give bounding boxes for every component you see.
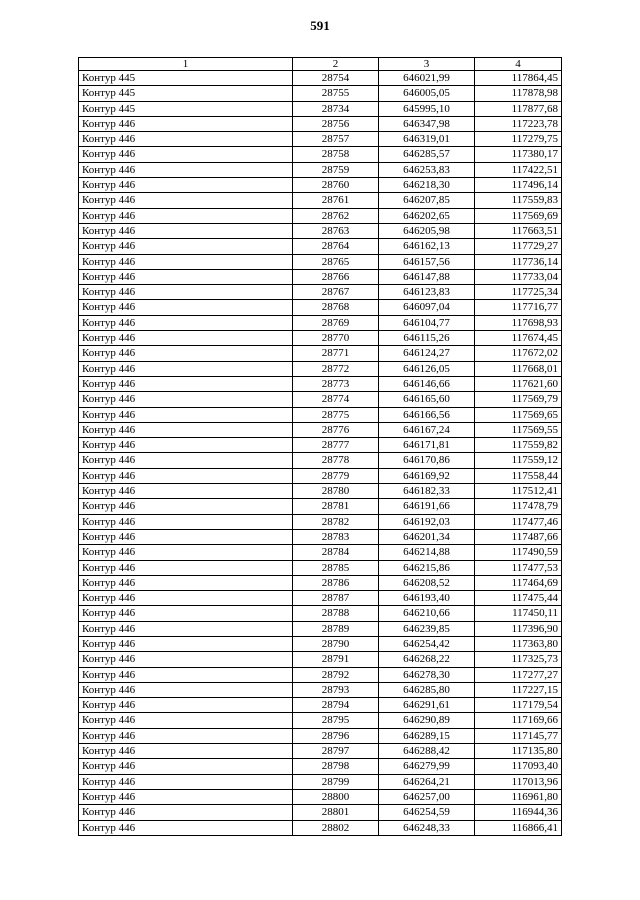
y-coordinate-cell: 117363,80 — [475, 636, 562, 651]
y-coordinate-cell: 117013,96 — [475, 774, 562, 789]
table-row — [79, 514, 562, 529]
contour-name-cell: Контур 446 — [79, 422, 293, 437]
table-row — [79, 101, 562, 116]
contour-name-cell: Контур 446 — [79, 713, 293, 728]
x-coordinate-cell: 646191,66 — [379, 499, 475, 514]
y-coordinate-cell: 117672,02 — [475, 346, 562, 361]
contour-name-cell: Контур 446 — [79, 132, 293, 147]
point-number-cell: 28755 — [293, 86, 379, 101]
y-coordinate-cell: 117475,44 — [475, 591, 562, 606]
table-row — [79, 529, 562, 544]
table-row — [79, 269, 562, 284]
y-coordinate-cell: 117733,04 — [475, 269, 562, 284]
point-number-cell: 28800 — [293, 789, 379, 804]
contour-name-cell: Контур 446 — [79, 178, 293, 193]
table-row — [79, 86, 562, 101]
x-coordinate-cell: 646097,04 — [379, 300, 475, 315]
table-row — [79, 682, 562, 697]
point-number-cell: 28794 — [293, 698, 379, 713]
y-coordinate-cell: 117674,45 — [475, 331, 562, 346]
coordinates-table — [78, 57, 562, 836]
y-coordinate-cell: 117325,73 — [475, 652, 562, 667]
contour-name-cell: Контур 446 — [79, 285, 293, 300]
y-coordinate-cell: 117279,75 — [475, 132, 562, 147]
table-row — [79, 315, 562, 330]
x-coordinate-cell: 646021,99 — [379, 71, 475, 86]
point-number-cell: 28801 — [293, 805, 379, 820]
point-number-cell: 28763 — [293, 223, 379, 238]
point-number-cell: 28798 — [293, 759, 379, 774]
y-coordinate-cell: 117179,54 — [475, 698, 562, 713]
table-row — [79, 422, 562, 437]
y-coordinate-cell: 117380,17 — [475, 147, 562, 162]
point-number-cell: 28767 — [293, 285, 379, 300]
contour-name-cell: Контур 446 — [79, 591, 293, 606]
y-coordinate-cell: 117559,82 — [475, 438, 562, 453]
table-row — [79, 147, 562, 162]
point-number-cell: 28778 — [293, 453, 379, 468]
table-row — [79, 560, 562, 575]
point-number-cell: 28775 — [293, 407, 379, 422]
contour-name-cell: Контур 446 — [79, 376, 293, 391]
table-row — [79, 407, 562, 422]
table-row — [79, 789, 562, 804]
point-number-cell: 28793 — [293, 682, 379, 697]
y-coordinate-cell: 117464,69 — [475, 575, 562, 590]
table-row — [79, 132, 562, 147]
contour-name-cell: Контур 446 — [79, 560, 293, 575]
contour-name-cell: Контур 446 — [79, 682, 293, 697]
point-number-cell: 28758 — [293, 147, 379, 162]
point-number-cell: 28766 — [293, 269, 379, 284]
contour-name-cell: Контур 446 — [79, 162, 293, 177]
contour-name-cell: Контур 446 — [79, 529, 293, 544]
y-coordinate-cell: 116944,36 — [475, 805, 562, 820]
contour-name-cell: Контур 446 — [79, 575, 293, 590]
table-body — [79, 71, 562, 836]
contour-name-cell: Контур 446 — [79, 698, 293, 713]
contour-name-cell: Контур 446 — [79, 407, 293, 422]
x-coordinate-cell: 646208,52 — [379, 575, 475, 590]
table-row — [79, 545, 562, 560]
contour-name-cell: Контур 446 — [79, 331, 293, 346]
point-number-cell: 28772 — [293, 361, 379, 376]
y-coordinate-cell: 117729,27 — [475, 239, 562, 254]
x-coordinate-cell: 646115,26 — [379, 331, 475, 346]
table-row — [79, 331, 562, 346]
x-coordinate-cell: 646239,85 — [379, 621, 475, 636]
point-number-cell: 28790 — [293, 636, 379, 651]
x-coordinate-cell: 646210,66 — [379, 606, 475, 621]
x-coordinate-cell: 646254,42 — [379, 636, 475, 651]
y-coordinate-cell: 117396,90 — [475, 621, 562, 636]
y-coordinate-cell: 117223,78 — [475, 116, 562, 131]
x-coordinate-cell: 646278,30 — [379, 667, 475, 682]
column-header-1: 1 — [79, 58, 293, 71]
point-number-cell: 28764 — [293, 239, 379, 254]
table-row — [79, 468, 562, 483]
table-row — [79, 376, 562, 391]
y-coordinate-cell: 117450,11 — [475, 606, 562, 621]
table-row — [79, 698, 562, 713]
y-coordinate-cell: 117477,53 — [475, 560, 562, 575]
y-coordinate-cell: 117569,65 — [475, 407, 562, 422]
point-number-cell: 28787 — [293, 591, 379, 606]
x-coordinate-cell: 646319,01 — [379, 132, 475, 147]
point-number-cell: 28786 — [293, 575, 379, 590]
contour-name-cell: Контур 446 — [79, 774, 293, 789]
point-number-cell: 28792 — [293, 667, 379, 682]
point-number-cell: 28771 — [293, 346, 379, 361]
y-coordinate-cell: 117864,45 — [475, 71, 562, 86]
x-coordinate-cell: 646205,98 — [379, 223, 475, 238]
table-row — [79, 116, 562, 131]
column-header-4: 4 — [475, 58, 562, 71]
contour-name-cell: Контур 446 — [79, 315, 293, 330]
x-coordinate-cell: 646288,42 — [379, 744, 475, 759]
contour-name-cell: Контур 446 — [79, 254, 293, 269]
table-row — [79, 438, 562, 453]
x-coordinate-cell: 646279,99 — [379, 759, 475, 774]
x-coordinate-cell: 646257,00 — [379, 789, 475, 804]
contour-name-cell: Контур 446 — [79, 545, 293, 560]
table-header-row — [79, 58, 562, 71]
x-coordinate-cell: 645995,10 — [379, 101, 475, 116]
y-coordinate-cell: 117558,44 — [475, 468, 562, 483]
contour-name-cell: Контур 445 — [79, 71, 293, 86]
page-number: 591 — [310, 18, 330, 33]
point-number-cell: 28759 — [293, 162, 379, 177]
y-coordinate-cell: 117478,79 — [475, 499, 562, 514]
y-coordinate-cell: 117487,66 — [475, 529, 562, 544]
x-coordinate-cell: 646146,66 — [379, 376, 475, 391]
y-coordinate-cell: 117559,83 — [475, 193, 562, 208]
x-coordinate-cell: 646171,81 — [379, 438, 475, 453]
point-number-cell: 28789 — [293, 621, 379, 636]
x-coordinate-cell: 646193,40 — [379, 591, 475, 606]
point-number-cell: 28770 — [293, 331, 379, 346]
table-row — [79, 621, 562, 636]
x-coordinate-cell: 646104,77 — [379, 315, 475, 330]
table-row — [79, 575, 562, 590]
contour-name-cell: Контур 446 — [79, 514, 293, 529]
y-coordinate-cell: 117668,01 — [475, 361, 562, 376]
point-number-cell: 28785 — [293, 560, 379, 575]
point-number-cell: 28756 — [293, 116, 379, 131]
contour-name-cell: Контур 446 — [79, 484, 293, 499]
x-coordinate-cell: 646268,22 — [379, 652, 475, 667]
point-number-cell: 28761 — [293, 193, 379, 208]
contour-name-cell: Контур 446 — [79, 223, 293, 238]
point-number-cell: 28797 — [293, 744, 379, 759]
table-row — [79, 652, 562, 667]
table-row — [79, 453, 562, 468]
x-coordinate-cell: 646157,56 — [379, 254, 475, 269]
point-number-cell: 28768 — [293, 300, 379, 315]
contour-name-cell: Контур 446 — [79, 346, 293, 361]
x-coordinate-cell: 646214,88 — [379, 545, 475, 560]
table-row — [79, 193, 562, 208]
y-coordinate-cell: 117422,51 — [475, 162, 562, 177]
table-row — [79, 606, 562, 621]
table-row — [79, 162, 562, 177]
contour-name-cell: Контур 446 — [79, 621, 293, 636]
x-coordinate-cell: 646289,15 — [379, 728, 475, 743]
table-row — [79, 300, 562, 315]
table-row — [79, 346, 562, 361]
x-coordinate-cell: 646291,61 — [379, 698, 475, 713]
contour-name-cell: Контур 446 — [79, 468, 293, 483]
x-coordinate-cell: 646170,86 — [379, 453, 475, 468]
contour-name-cell: Контур 446 — [79, 392, 293, 407]
table-row — [79, 591, 562, 606]
contour-name-cell: Контур 446 — [79, 300, 293, 315]
table-row — [79, 285, 562, 300]
y-coordinate-cell: 117663,51 — [475, 223, 562, 238]
table-row — [79, 392, 562, 407]
point-number-cell: 28774 — [293, 392, 379, 407]
contour-name-cell: Контур 446 — [79, 744, 293, 759]
x-coordinate-cell: 646248,33 — [379, 820, 475, 835]
y-coordinate-cell: 117496,14 — [475, 178, 562, 193]
point-number-cell: 28760 — [293, 178, 379, 193]
x-coordinate-cell: 646192,03 — [379, 514, 475, 529]
point-number-cell: 28802 — [293, 820, 379, 835]
table-row — [79, 744, 562, 759]
y-coordinate-cell: 117277,27 — [475, 667, 562, 682]
point-number-cell: 28791 — [293, 652, 379, 667]
table-row — [79, 713, 562, 728]
point-number-cell: 28777 — [293, 438, 379, 453]
table-row — [79, 208, 562, 223]
x-coordinate-cell: 646124,27 — [379, 346, 475, 361]
point-number-cell: 28799 — [293, 774, 379, 789]
table-row — [79, 636, 562, 651]
contour-name-cell: Контур 446 — [79, 759, 293, 774]
table-row — [79, 774, 562, 789]
table-row — [79, 239, 562, 254]
x-coordinate-cell: 646005,05 — [379, 86, 475, 101]
table-row — [79, 759, 562, 774]
table-row — [79, 728, 562, 743]
contour-name-cell: Контур 445 — [79, 86, 293, 101]
contour-name-cell: Контур 446 — [79, 820, 293, 835]
contour-name-cell: Контур 446 — [79, 147, 293, 162]
contour-name-cell: Контур 446 — [79, 116, 293, 131]
point-number-cell: 28762 — [293, 208, 379, 223]
contour-name-cell: Контур 445 — [79, 101, 293, 116]
y-coordinate-cell: 117227,15 — [475, 682, 562, 697]
x-coordinate-cell: 646126,05 — [379, 361, 475, 376]
y-coordinate-cell: 117621,60 — [475, 376, 562, 391]
point-number-cell: 28783 — [293, 529, 379, 544]
y-coordinate-cell: 117477,46 — [475, 514, 562, 529]
table-row — [79, 223, 562, 238]
x-coordinate-cell: 646285,57 — [379, 147, 475, 162]
x-coordinate-cell: 646123,83 — [379, 285, 475, 300]
contour-name-cell: Контур 446 — [79, 269, 293, 284]
y-coordinate-cell: 117169,66 — [475, 713, 562, 728]
y-coordinate-cell: 117698,93 — [475, 315, 562, 330]
x-coordinate-cell: 646215,86 — [379, 560, 475, 575]
y-coordinate-cell: 117559,12 — [475, 453, 562, 468]
y-coordinate-cell: 117736,14 — [475, 254, 562, 269]
table-row — [79, 499, 562, 514]
table-row — [79, 71, 562, 86]
contour-name-cell: Контур 446 — [79, 606, 293, 621]
point-number-cell: 28796 — [293, 728, 379, 743]
contour-name-cell: Контур 446 — [79, 438, 293, 453]
y-coordinate-cell: 117716,77 — [475, 300, 562, 315]
contour-name-cell: Контур 446 — [79, 667, 293, 682]
y-coordinate-cell: 117569,55 — [475, 422, 562, 437]
contour-name-cell: Контур 446 — [79, 361, 293, 376]
y-coordinate-cell: 117512,41 — [475, 484, 562, 499]
x-coordinate-cell: 646167,24 — [379, 422, 475, 437]
x-coordinate-cell: 646347,98 — [379, 116, 475, 131]
y-coordinate-cell: 117093,40 — [475, 759, 562, 774]
x-coordinate-cell: 646147,88 — [379, 269, 475, 284]
x-coordinate-cell: 646285,80 — [379, 682, 475, 697]
x-coordinate-cell: 646253,83 — [379, 162, 475, 177]
y-coordinate-cell: 117878,98 — [475, 86, 562, 101]
contour-name-cell: Контур 446 — [79, 789, 293, 804]
contour-name-cell: Контур 446 — [79, 636, 293, 651]
column-header-3: 3 — [379, 58, 475, 71]
x-coordinate-cell: 646202,65 — [379, 208, 475, 223]
y-coordinate-cell: 116961,80 — [475, 789, 562, 804]
contour-name-cell: Контур 446 — [79, 453, 293, 468]
x-coordinate-cell: 646254,59 — [379, 805, 475, 820]
x-coordinate-cell: 646162,13 — [379, 239, 475, 254]
y-coordinate-cell: 116866,41 — [475, 820, 562, 835]
table-row — [79, 667, 562, 682]
y-coordinate-cell: 117145,77 — [475, 728, 562, 743]
table-row — [79, 178, 562, 193]
point-number-cell: 28754 — [293, 71, 379, 86]
contour-name-cell: Контур 446 — [79, 239, 293, 254]
point-number-cell: 28773 — [293, 376, 379, 391]
y-coordinate-cell: 117135,80 — [475, 744, 562, 759]
x-coordinate-cell: 646182,33 — [379, 484, 475, 499]
y-coordinate-cell: 117877,68 — [475, 101, 562, 116]
x-coordinate-cell: 646264,21 — [379, 774, 475, 789]
x-coordinate-cell: 646201,34 — [379, 529, 475, 544]
x-coordinate-cell: 646166,56 — [379, 407, 475, 422]
point-number-cell: 28781 — [293, 499, 379, 514]
y-coordinate-cell: 117490,59 — [475, 545, 562, 560]
point-number-cell: 28782 — [293, 514, 379, 529]
point-number-cell: 28780 — [293, 484, 379, 499]
point-number-cell: 28776 — [293, 422, 379, 437]
point-number-cell: 28765 — [293, 254, 379, 269]
column-header-2: 2 — [293, 58, 379, 71]
x-coordinate-cell: 646165,60 — [379, 392, 475, 407]
y-coordinate-cell: 117569,69 — [475, 208, 562, 223]
x-coordinate-cell: 646290,89 — [379, 713, 475, 728]
point-number-cell: 28769 — [293, 315, 379, 330]
table-row — [79, 805, 562, 820]
point-number-cell: 28784 — [293, 545, 379, 560]
table-row — [79, 484, 562, 499]
contour-name-cell: Контур 446 — [79, 499, 293, 514]
table-row — [79, 820, 562, 835]
point-number-cell: 28757 — [293, 132, 379, 147]
y-coordinate-cell: 117569,79 — [475, 392, 562, 407]
contour-name-cell: Контур 446 — [79, 652, 293, 667]
table-row — [79, 254, 562, 269]
point-number-cell: 28795 — [293, 713, 379, 728]
x-coordinate-cell: 646169,92 — [379, 468, 475, 483]
table-row — [79, 361, 562, 376]
contour-name-cell: Контур 446 — [79, 805, 293, 820]
y-coordinate-cell: 117725,34 — [475, 285, 562, 300]
contour-name-cell: Контур 446 — [79, 728, 293, 743]
point-number-cell: 28788 — [293, 606, 379, 621]
x-coordinate-cell: 646207,85 — [379, 193, 475, 208]
x-coordinate-cell: 646218,30 — [379, 178, 475, 193]
point-number-cell: 28779 — [293, 468, 379, 483]
contour-name-cell: Контур 446 — [79, 208, 293, 223]
contour-name-cell: Контур 446 — [79, 193, 293, 208]
point-number-cell: 28734 — [293, 101, 379, 116]
